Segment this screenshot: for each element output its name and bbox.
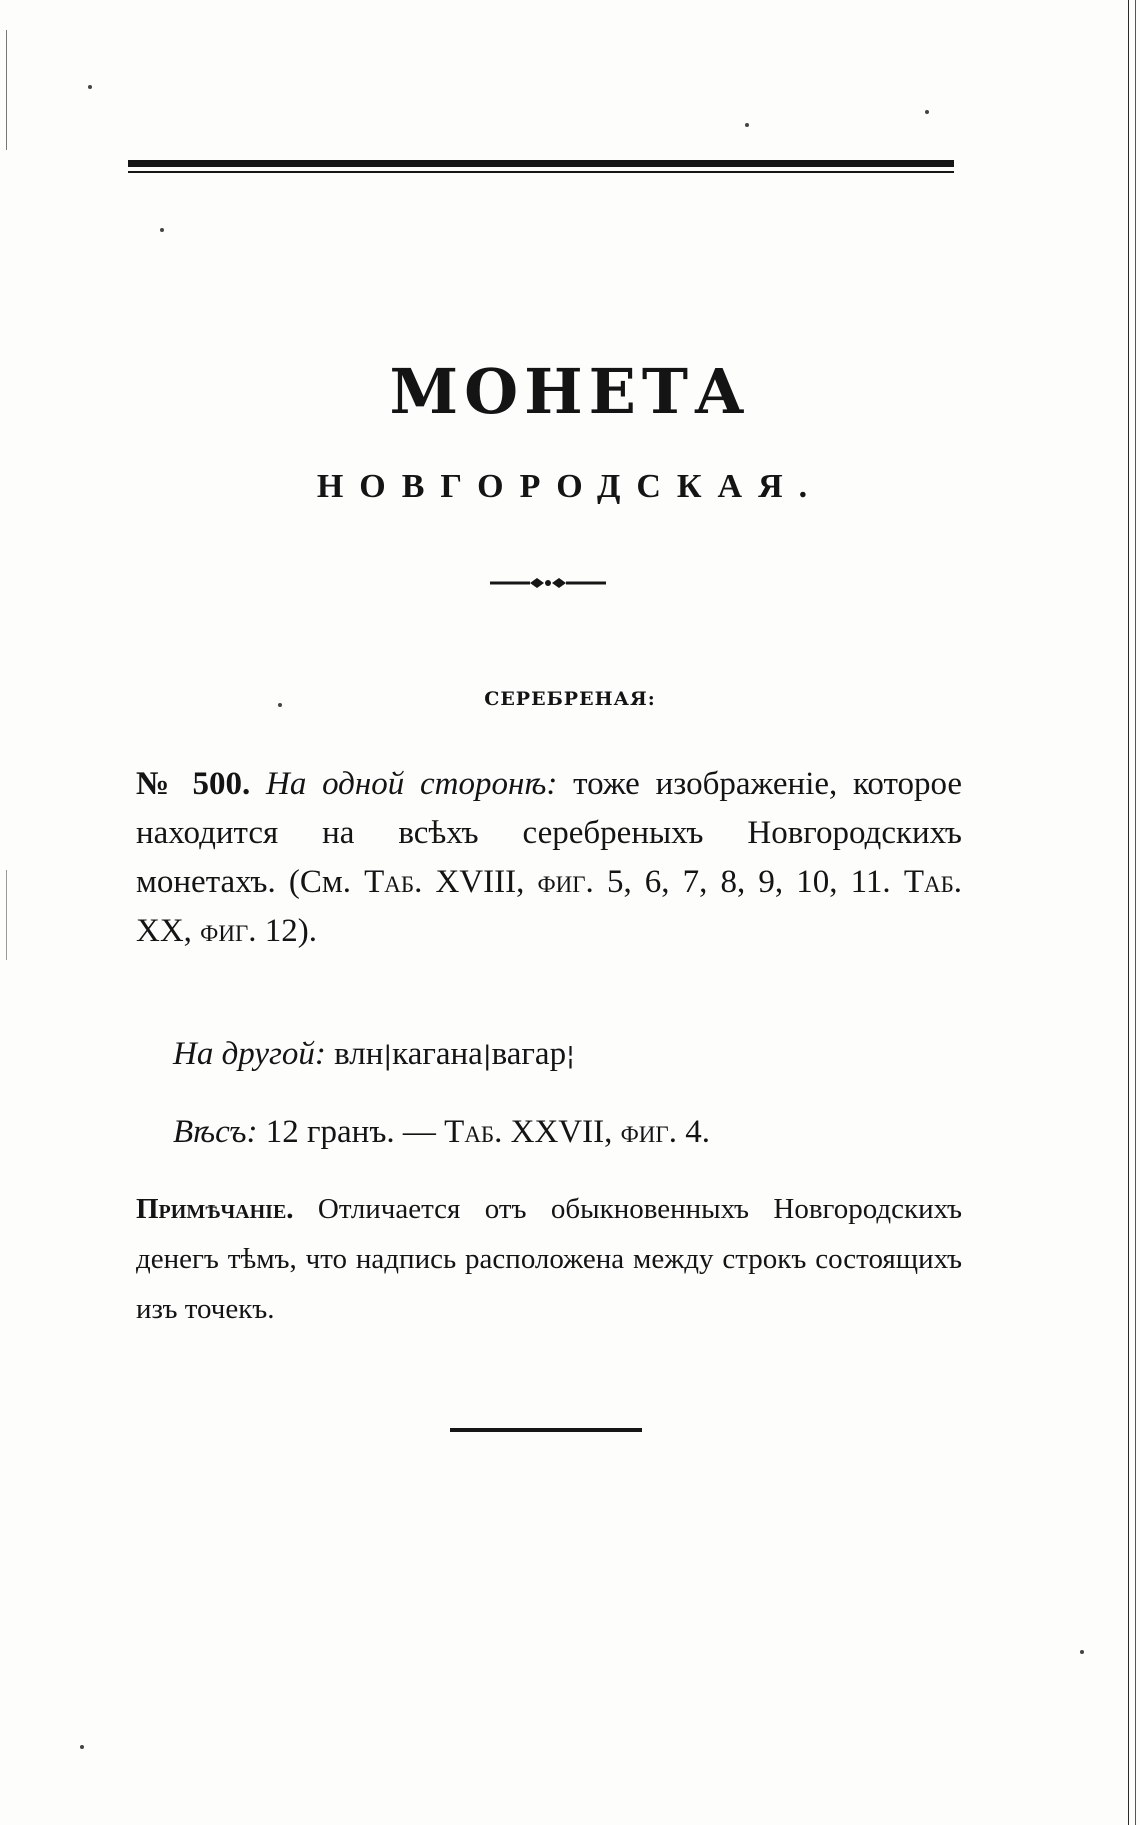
paper-speck — [1080, 1650, 1084, 1654]
page-subtitle: НОВГОРОДСКАЯ. — [316, 468, 824, 505]
legend-separator: | — [383, 1041, 393, 1071]
page-edge-line — [1128, 0, 1129, 1825]
reverse-line — [173, 1036, 973, 1073]
note-paragraph — [136, 1184, 962, 1334]
obverse-label: На одной сторонѣ: — [266, 766, 558, 802]
obverse-text: тоже изображеніе, которое находится на всѣхъ серебреныхъ Новгородскихъ монетахъ. (См. — [136, 766, 963, 900]
reverse-legend-2: кагана — [392, 1036, 483, 1072]
weight-tab-num: XXVII, — [510, 1114, 613, 1150]
page-edge-mark-left-lower — [6, 870, 7, 960]
weight-fig-num: 4. — [685, 1114, 710, 1150]
ref2-fig: фиг. — [200, 913, 257, 949]
reverse-label: На другой: — [173, 1036, 326, 1072]
weight-fig: фиг. — [620, 1114, 677, 1150]
paper-speck — [278, 703, 282, 707]
page-title: МОНЕТА — [389, 355, 751, 428]
paper-speck — [80, 1745, 84, 1749]
header-rule-thick — [128, 160, 954, 167]
note-text: Отличается отъ обыкновенныхъ Новгородскихъ денегъ тѣмъ, что надпись расположена между строкъ состоящихъ изъ точекъ. — [136, 1193, 963, 1325]
weight-tab: Таб. — [444, 1114, 503, 1150]
ref2-tab: Таб. — [903, 864, 963, 900]
legend-separator: ¦ — [566, 1041, 575, 1071]
paper-speck — [925, 110, 929, 114]
paper-speck — [160, 228, 164, 232]
ref1-text: XVIII, — [435, 864, 525, 900]
ornament-divider — [490, 576, 606, 590]
header-rule-thin — [128, 171, 954, 173]
ref2-text: XX, — [136, 913, 192, 949]
legend-separator: | — [482, 1041, 492, 1071]
weight-value: 12 гранъ. — — [265, 1114, 436, 1150]
coin-entry — [136, 760, 962, 956]
ref1-tab: Таб. — [364, 864, 423, 900]
ref1-fig: фиг. — [537, 864, 594, 900]
paper-speck — [88, 85, 92, 89]
entry-number: № 500. — [136, 766, 251, 802]
reverse-legend-3: вагар — [491, 1036, 567, 1072]
page-edge-line-outer — [1135, 0, 1136, 1825]
paper-speck — [745, 123, 749, 127]
section-label: СЕРЕБРЕНАЯ: — [484, 688, 656, 710]
ref2-nums: 12). — [264, 913, 317, 949]
ref1-nums: 5, 6, 7, 8, 9, 10, 11. — [606, 864, 891, 900]
page-edge-mark-left — [6, 30, 7, 150]
footer-rule — [450, 1428, 642, 1432]
note-label: Примѣчаніе. — [136, 1193, 294, 1225]
reverse-legend-1: влн — [334, 1036, 384, 1072]
weight-label: Вѣсъ: — [173, 1114, 258, 1150]
weight-line — [173, 1114, 973, 1151]
